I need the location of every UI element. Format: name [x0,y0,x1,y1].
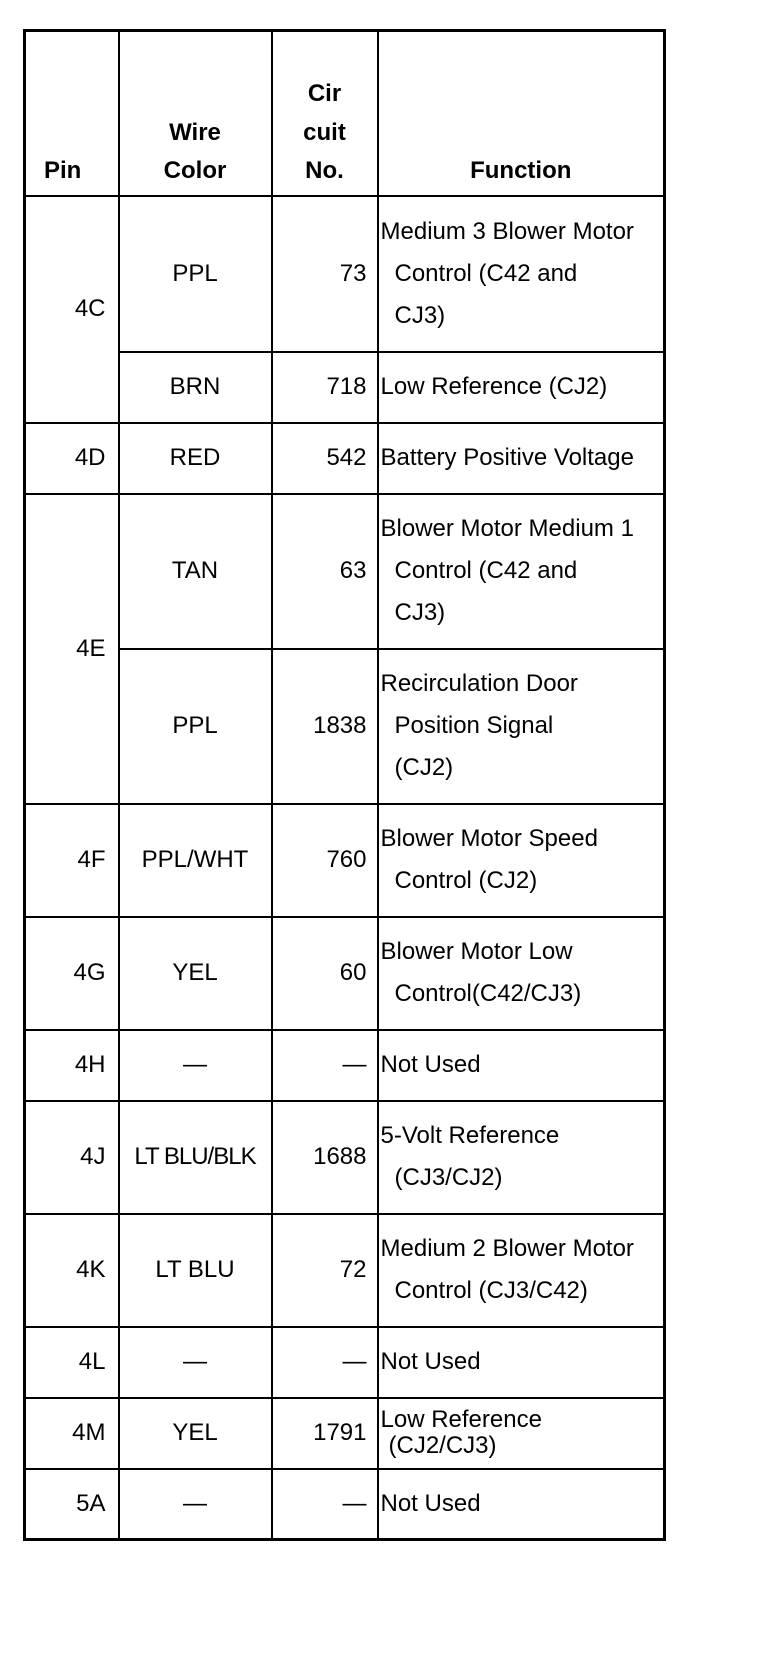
function-line: Recirculation Door [380,670,578,697]
function-line: (CJ2/CJ3) [388,1432,497,1459]
function-line: Not Used [380,1489,481,1517]
pin-cell: 4E [25,494,119,804]
function-line: Control(C42/CJ3) [394,980,582,1007]
circuit-cell: 1838 [272,649,378,804]
wire-color-cell: LT BLU [119,1214,272,1327]
function-cell [378,1101,665,1214]
connector-pinout-table [23,29,666,1541]
table-row [25,1327,665,1398]
function-cell [378,917,665,1030]
header-pin [25,31,119,196]
table-row [25,196,665,352]
wire-color-cell: — [119,1327,272,1398]
function-line: Control (CJ2) [394,867,538,894]
pin-cell: 4M [25,1398,119,1469]
function-line: Low Reference [380,1405,542,1433]
header-wire-color-line: Color [163,157,227,185]
table-row [25,1398,665,1469]
table-row [25,352,665,423]
pin-cell: 5A [25,1469,119,1540]
circuit-cell: — [272,1469,378,1540]
pin-cell: 4K [25,1214,119,1327]
function-line: (CJ2) [394,754,454,781]
function-cell [378,1469,665,1540]
circuit-cell: — [272,1030,378,1101]
function-line: Medium 3 Blower Motor [380,217,634,245]
function-line: Not Used [380,1348,481,1375]
header-circuit-line: No. [305,157,344,185]
wire-color-cell: YEL [119,917,272,1030]
wire-color-cell: PPL/WHT [119,804,272,917]
function-line: Blower Motor Low [380,938,573,965]
header-function-label: Function [470,157,572,185]
wire-color-cell: PPL [119,196,272,352]
pin-cell: 4L [25,1327,119,1398]
header-pin-label: Pin [44,157,82,185]
pin-cell: 4F [25,804,119,917]
wire-color-cell: LT BLU/BLK [119,1101,272,1214]
wire-color-cell: RED [119,423,272,494]
wire-color-cell: — [119,1469,272,1540]
pin-cell: 4J [25,1101,119,1214]
pin-cell: 4D [25,423,119,494]
header-circuit-line: cuit [303,118,346,146]
function-line: Battery Positive Voltage [380,444,634,471]
circuit-cell: 60 [272,917,378,1030]
header-wire-color [119,31,272,196]
wire-color-cell: BRN [119,352,272,423]
function-cell [378,423,665,494]
function-cell [378,649,665,804]
header-wire-color-line: Wire [169,118,221,146]
table-row [25,1101,665,1214]
wire-color-cell: PPL [119,649,272,804]
pin-cell: 4C [25,196,119,423]
circuit-cell: 73 [272,196,378,352]
function-cell [378,1030,665,1101]
function-line: Not Used [380,1051,481,1078]
wire-color-cell: YEL [119,1398,272,1469]
table-row [25,1469,665,1540]
function-line: CJ3) [394,599,446,626]
function-line: Position Signal [394,712,554,739]
table-header-row [25,31,665,196]
function-line: Blower Motor Speed [380,825,598,852]
function-line: Control (C42 and [394,557,578,584]
function-line: Blower Motor Medium 1 [380,515,634,542]
function-line: Medium 2 Blower Motor [380,1235,634,1262]
table-row [25,494,665,649]
header-function [378,31,665,196]
function-cell [378,804,665,917]
circuit-cell: 72 [272,1214,378,1327]
function-cell [378,1214,665,1327]
function-cell [378,1327,665,1398]
function-line: CJ3) [394,301,446,329]
function-line: Control (C42 and [394,259,578,287]
circuit-cell: 542 [272,423,378,494]
table-row [25,1214,665,1327]
function-cell [378,196,665,352]
function-line: Control (CJ3/C42) [394,1277,588,1304]
wire-color-cell: — [119,1030,272,1101]
header-circuit-no [272,31,378,196]
function-line: (CJ3/CJ2) [394,1164,503,1191]
circuit-cell: — [272,1327,378,1398]
table-row [25,917,665,1030]
circuit-cell: 1688 [272,1101,378,1214]
circuit-cell: 1791 [272,1398,378,1469]
header-circuit-line: Cir [307,80,342,108]
pin-cell: 4H [25,1030,119,1101]
function-cell [378,494,665,649]
function-cell [378,352,665,423]
function-line: Low Reference (CJ2) [380,373,608,400]
circuit-cell: 63 [272,494,378,649]
table-row [25,649,665,804]
table-row [25,423,665,494]
table-row [25,1030,665,1101]
circuit-cell: 718 [272,352,378,423]
function-cell [378,1398,665,1469]
function-line: 5-Volt Reference [380,1122,560,1149]
wire-color-cell: TAN [119,494,272,649]
pin-cell: 4G [25,917,119,1030]
circuit-cell: 760 [272,804,378,917]
table-row [25,804,665,917]
